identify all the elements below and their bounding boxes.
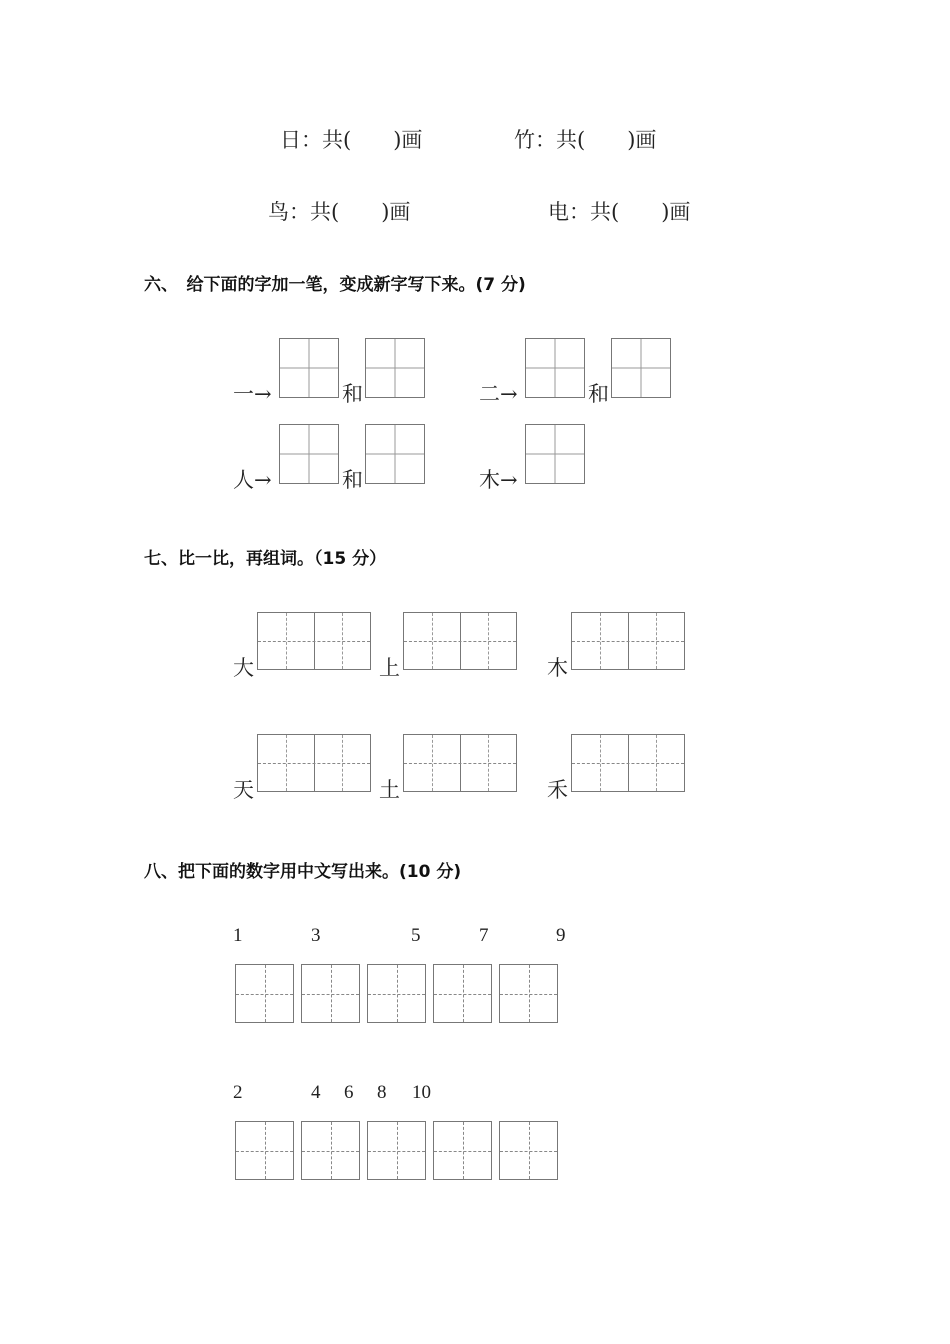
- s8-answer-box[interactable]: [235, 1121, 294, 1180]
- s8-num: 7: [479, 925, 489, 946]
- s6-answer-box[interactable]: [365, 338, 425, 398]
- s7-char-da: 大: [233, 656, 254, 680]
- s6-char-yi: 一→: [233, 382, 272, 406]
- s8-num: 9: [556, 925, 566, 946]
- s8-num: 10: [412, 1082, 431, 1103]
- s7-word-box[interactable]: [571, 734, 685, 792]
- s8-num: 2: [233, 1082, 243, 1103]
- s7-char-mu: 木: [547, 656, 568, 680]
- s7-char-tu: 土: [379, 778, 400, 802]
- s8-answer-box[interactable]: [433, 1121, 492, 1180]
- s8-answer-box[interactable]: [499, 1121, 558, 1180]
- s6-join-2: 和: [588, 382, 609, 406]
- s7-word-box[interactable]: [571, 612, 685, 670]
- s7-word-box[interactable]: [257, 612, 371, 670]
- stroke-count-dian: 电：共( )画: [548, 200, 691, 224]
- s7-word-box[interactable]: [403, 734, 517, 792]
- s7-char-tian: 天: [233, 778, 254, 802]
- s7-char-shang: 上: [379, 656, 400, 680]
- s8-answer-box[interactable]: [367, 1121, 426, 1180]
- s6-char-er: 二→: [479, 382, 518, 406]
- s7-word-box[interactable]: [403, 612, 517, 670]
- s6-join-1: 和: [342, 382, 363, 406]
- s8-num: 8: [377, 1082, 387, 1103]
- s6-answer-box[interactable]: [365, 424, 425, 484]
- s6-join-3: 和: [342, 468, 363, 492]
- s8-answer-box[interactable]: [301, 1121, 360, 1180]
- section6-title: 六、 给下面的字加一笔，变成新字写下来。(7 分): [144, 275, 526, 295]
- stroke-count-ri: 日：共( )画: [280, 128, 423, 152]
- s8-num: 6: [344, 1082, 354, 1103]
- section7-title: 七、比一比，再组词。（15 分）: [144, 549, 387, 569]
- s6-answer-box[interactable]: [279, 424, 339, 484]
- s8-answer-box[interactable]: [301, 964, 360, 1023]
- s8-answer-box[interactable]: [433, 964, 492, 1023]
- s7-char-he: 禾: [547, 778, 568, 802]
- s8-num: 3: [311, 925, 321, 946]
- s7-word-box[interactable]: [257, 734, 371, 792]
- s8-answer-box[interactable]: [235, 964, 294, 1023]
- s6-char-mu: 木→: [479, 468, 518, 492]
- s6-char-ren: 人→: [233, 468, 272, 492]
- s6-answer-box[interactable]: [525, 338, 585, 398]
- s8-answer-box[interactable]: [499, 964, 558, 1023]
- s8-num: 5: [411, 925, 421, 946]
- s8-answer-box[interactable]: [367, 964, 426, 1023]
- s6-answer-box[interactable]: [525, 424, 585, 484]
- section8-title: 八、把下面的数字用中文写出来。(10 分): [144, 862, 462, 882]
- s8-num: 1: [233, 925, 243, 946]
- stroke-count-zhu: 竹：共( )画: [514, 128, 657, 152]
- s6-answer-box[interactable]: [279, 338, 339, 398]
- stroke-count-niao: 鸟：共( )画: [268, 200, 411, 224]
- s8-num: 4: [311, 1082, 321, 1103]
- s6-answer-box[interactable]: [611, 338, 671, 398]
